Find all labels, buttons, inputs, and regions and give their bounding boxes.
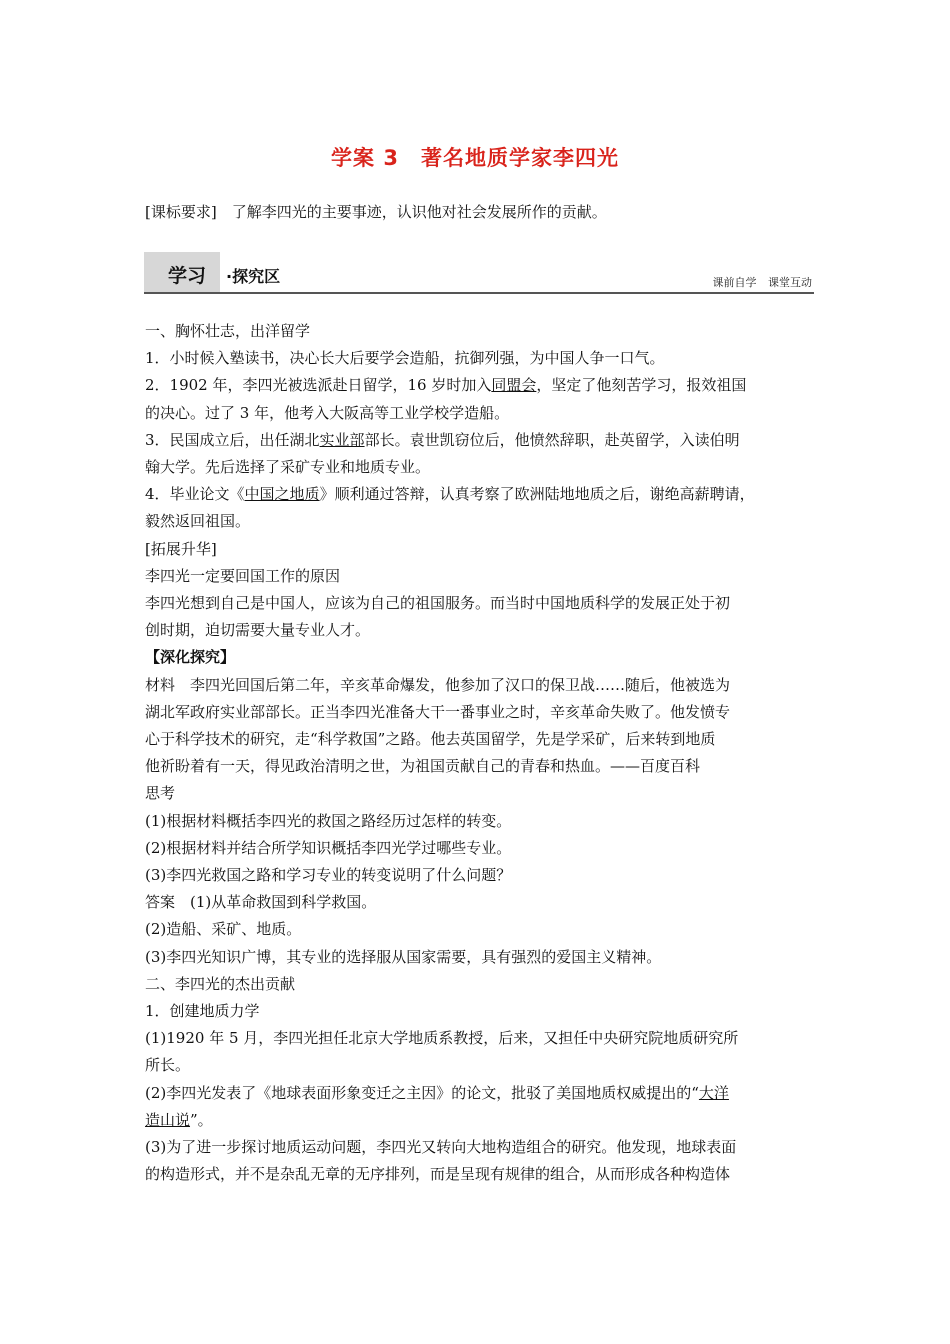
question-1: (1)根据材料概括李四光的救国之路经历过怎样的转变。 xyxy=(145,811,512,830)
material-line-4: 他祈盼着有一天，得见政治清明之世，为祖国贡献自己的青春和热血。——百度百科 xyxy=(145,757,701,776)
extension-question: 李四光一定要回国工作的原因 xyxy=(145,566,341,585)
contribution-1-heading: 1．创建地质力学 xyxy=(145,1002,260,1021)
paragraph-4 xyxy=(145,481,817,508)
banner-tab-label: 学习 xyxy=(168,265,207,287)
answer-2: (2)造船、采矿、地质。 xyxy=(145,920,302,939)
paragraph-4-continued: 毅然返回祖国。 xyxy=(145,512,251,531)
extension-answer-line-1: 李四光想到自己是中国人，应该为自己的祖国服务。而当时中国地质科学的发展正处于初 xyxy=(145,594,731,613)
underlined-term-dayang: 大洋 xyxy=(698,1083,729,1102)
deep-inquiry-heading: 【深化探究】 xyxy=(145,648,236,667)
paragraph-2-continued: 的决心。过了 3 年，他考入大阪高等工业学校学造船。 xyxy=(145,403,510,422)
paragraph-2 xyxy=(145,372,817,399)
page-title: 学案 3 著名地质学家李四光 xyxy=(331,146,619,170)
underlined-term-thesis: 中国之地质 xyxy=(244,485,320,504)
underlined-term-zaoshanshuo: 造山说 xyxy=(145,1110,191,1129)
contribution-1-item-2-text-b: ”。 xyxy=(190,1110,213,1129)
banner-subtitle: ·探究区 xyxy=(226,267,281,286)
curriculum-requirement: [课标要求] 了解李四光的主要事迹，认识他对社会发展所作的贡献。 xyxy=(145,203,607,221)
answer-1: 答案 (1)从革命救国到科学救国。 xyxy=(145,893,377,912)
extension-label: [拓展升华] xyxy=(145,539,217,558)
contribution-1-item-1: (1)1920 年 5 月，李四光担任北京大学地质系教授，后来，又担任中央研究院地质研究所 xyxy=(145,1029,739,1048)
paragraph-2-text-a: 2．1902 年，李四光被选派赴日留学，16 岁时加入 xyxy=(145,376,492,395)
banner-divider xyxy=(144,292,814,294)
contribution-1-item-1-continued: 所长。 xyxy=(145,1056,191,1075)
contribution-1-item-2-continued xyxy=(145,1107,817,1134)
paragraph-1: 1．小时候入塾读书，决心长大后要学会造船，抗御列强，为中国人争一口气。 xyxy=(145,349,665,368)
underlined-term-tongmenghui: 同盟会 xyxy=(491,376,537,395)
extension-answer-line-2: 创时期，迫切需要大量专业人才。 xyxy=(145,621,371,640)
material-line-2: 湖北军政府实业部部长。正当李四光准备大干一番事业之时，辛亥革命失败了。他发愤专 xyxy=(145,702,731,721)
contribution-1-item-2 xyxy=(145,1080,817,1107)
material-line-1: 材料 李四光回国后第二年，辛亥革命爆发，他参加了汉口的保卫战……随后，他被选为 xyxy=(145,675,731,694)
question-2: (2)根据材料并结合所学知识概括李四光学过哪些专业。 xyxy=(145,838,512,857)
question-3: (3)李四光救国之路和学习专业的转变说明了什么问题？ xyxy=(145,866,512,885)
banner-right-caption: 课前自学 课堂互动 xyxy=(712,276,812,289)
paragraph-3-continued: 翰大学。先后选择了采矿专业和地质专业。 xyxy=(145,458,431,477)
contribution-1-item-3-continued: 的构造形式，并不是杂乱无章的无序排列，而是呈现有规律的组合，从而形成各种构造体 xyxy=(145,1165,731,1184)
paragraph-2-text-b: ，坚定了他刻苦学习，报效祖国 xyxy=(536,376,747,395)
contribution-1-item-3: (3)为了进一步探讨地质运动问题，李四光又转向大地构造组合的研究。他发现，地球表面 xyxy=(145,1138,737,1157)
think-label: 思考 xyxy=(145,784,176,803)
paragraph-3-text-a: 3．民国成立后，出任湖北 xyxy=(145,430,320,449)
section-heading-2: 二、李四光的杰出贡献 xyxy=(145,974,296,993)
contribution-1-item-2-text-a: (2)李四光发表了《地球表面形象变迁之主因》的论文，批驳了美国地质权威提出的“ xyxy=(145,1083,699,1102)
section-heading-1: 一、胸怀壮志，出洋留学 xyxy=(145,322,311,340)
answer-3: (3)李四光知识广博，其专业的选择服从国家需要，具有强烈的爱国主义精神。 xyxy=(145,947,662,966)
section-banner xyxy=(144,252,814,294)
paragraph-3-text-b: 部长。袁世凯窃位后，他愤然辞职，赴英留学，入读伯明 xyxy=(364,430,740,449)
paragraph-3 xyxy=(145,427,817,454)
main-content xyxy=(145,318,817,1189)
paragraph-4-text-b: 》顺利通过答辩，认真考察了欧洲陆地地质之后，谢绝高薪聘请， xyxy=(319,485,755,504)
underlined-term-shiyebu: 实业部 xyxy=(319,430,365,449)
material-line-3: 心于科学技术的研究，走“科学救国”之路。他去英国留学，先是学采矿，后来转到地质 xyxy=(145,730,716,749)
paragraph-4-text-a: 4．毕业论文《 xyxy=(145,485,245,504)
